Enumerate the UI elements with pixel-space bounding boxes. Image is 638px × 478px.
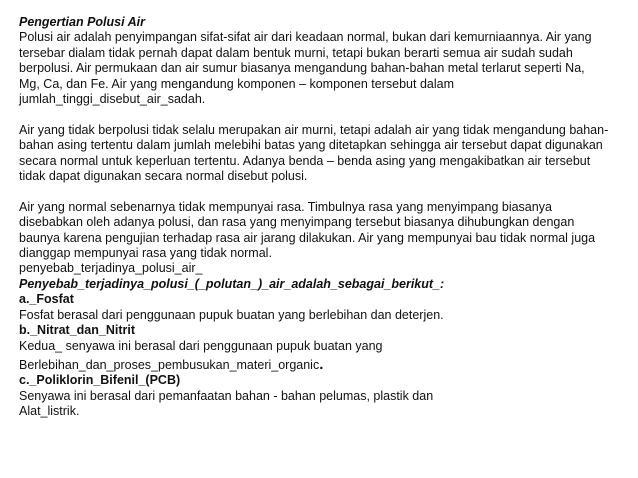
causes-heading: Penyebab_terjadinya_polusi_(_polutan_)_air_adalah_sebagai_berikut_: — [19, 276, 445, 291]
paragraph-3-line: baunya karena pengujian terhadap rasa air jarang dilakukan. Air yang mempunyai bau tidak normal juga — [19, 230, 596, 245]
paragraph-2-line: secara normal untuk keperluan tertentu. Adanya benda – benda asing yang mengakibatkan air tersebut — [19, 153, 591, 168]
document-body — [19, 15, 619, 420]
item-c-text: Senyawa ini berasal dari pemanfaatan bahan - bahan pelumas, plastik dan — [19, 388, 434, 403]
paragraph-2-line: tidak dapat digunakan secara normal disebut polusi. — [19, 169, 308, 184]
paragraph-spacer — [19, 107, 619, 122]
item-a-text: Fosfat berasal dari penggunaan pupuk buatan yang berlebihan dan deterjen. — [19, 307, 444, 322]
paragraph-spacer — [19, 184, 619, 199]
item-b-text-last — [19, 357, 619, 373]
item-b-heading: b._Nitrat_dan_Nitrit — [19, 323, 135, 338]
item-b-text: Berlebihan_dan_proses_pembusukan_materi_organic — [19, 357, 320, 372]
item-c-heading: c._Poliklorin_Bifenil_(PCB) — [19, 373, 181, 388]
document-title: Pengertian Polusi Air — [19, 15, 145, 29]
paragraph-1-line: jumlah_tinggi_disebut_air_sadah. — [19, 92, 206, 107]
paragraph-2-line: Air yang tidak berpolusi tidak selalu merupakan air murni, tetapi adalah air yang tidak mengandung bahan- — [19, 122, 609, 137]
paragraph-1-line: Mg, Ca, dan Fe. Air yang mengandung komponen – komponen tersebut dalam — [19, 76, 454, 91]
item-a-heading: a._Fosfat — [19, 292, 74, 307]
paragraph-2-line: bahan asing tertentu dalam jumlah melebihi batas yang ditetapkan sehingga air tersebut dapat digunakan — [19, 138, 603, 153]
paragraph-3-line: disebabkan oleh adanya polusi, dan rasa yang menyimpang tersebut biasanya dihubungkan dengan — [19, 215, 575, 230]
item-b-end-mark: . — [319, 355, 324, 373]
paragraph-3-line: dianggap mempunyai rasa yang tidak normal. — [19, 246, 272, 261]
paragraph-1-line: berpolusi. Air permukaan dan air sumur biasanya mengandung bahan-bahan metal terlarut seperti Na, — [19, 61, 585, 76]
paragraph-3-line: Air yang normal sebenarnya tidak mempunyai rasa. Timbulnya rasa yang menyimpang biasanya — [19, 199, 552, 214]
paragraph-1-line: tersebar dialam tidak pernah dapat dalam bentuk murni, tetapi bukan berarti semua air sudah sudah — [19, 45, 573, 60]
paragraph-1-line: Polusi air adalah penyimpangan sifat-sifat air dari keadaan normal, bukan dari kemurniaannya. Air yang — [19, 30, 592, 45]
paragraph-3-line: penyebab_terjadinya_polusi_air_ — [19, 261, 203, 276]
item-b-text: Kedua_ senyawa ini berasal dari penggunaan pupuk buatan yang — [19, 338, 383, 353]
item-c-text: Alat_listrik. — [19, 404, 80, 419]
